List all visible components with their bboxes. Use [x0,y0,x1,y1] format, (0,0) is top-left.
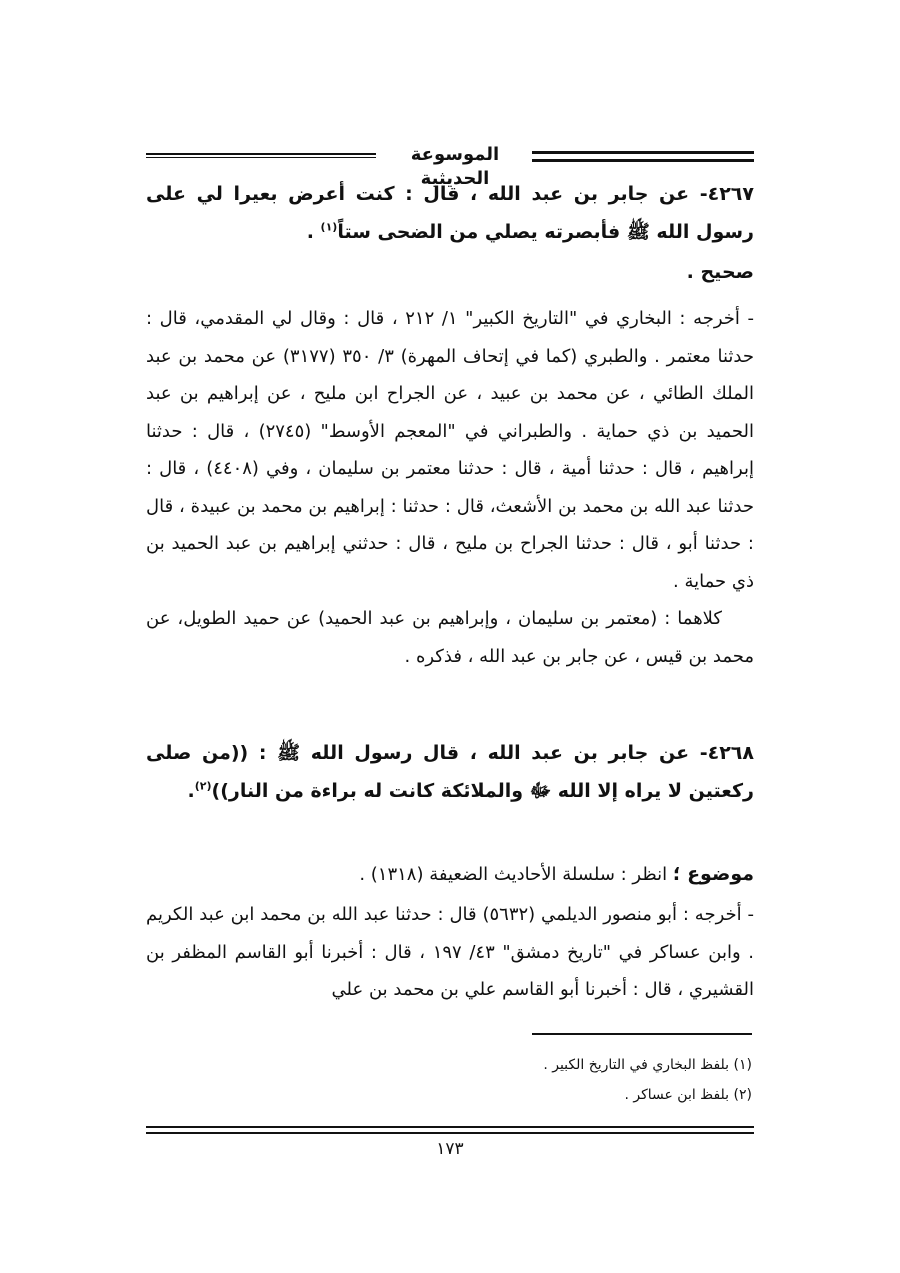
page-number: ١٧٣ [436,1139,464,1159]
footnote-separator [532,1033,752,1035]
hadith-4268-grade [146,856,754,894]
footnote-ref-2[interactable]: (٢) [194,779,212,793]
footnote-ref-1[interactable]: (١) [320,220,338,234]
running-header [146,143,754,189]
grade-text: انظر : سلسلة الأحاديث الضعيفة (١٣١٨) . [359,864,673,885]
hadith-4267-end: . [306,220,321,243]
footnote-2: (٢) بلفظ ابن عساكر . [624,1087,752,1103]
header-rule-right [532,151,754,162]
header-rule-left [146,153,376,158]
hadith-4268-end: . [187,779,195,802]
footnote-1: (١) بلفظ البخاري في التاريخ الكبير . [543,1057,752,1073]
hadith-4267-takhrij [146,300,754,675]
header-title: الموسوعة الحديثية [410,144,500,189]
hadith-4267-body: ٤٢٦٧- عن جابر بن عبد الله ، قال : كنت أعرض بعيرا لي على رسول الله ﷺ فأبصرته يصلي من الضحى ستاً [146,183,754,243]
footnotes [146,1050,752,1110]
hadith-4268-takhrij: - أخرجه : أبو منصور الديلمي (٥٦٣٢) قال : حدثنا عبد الله بن محمد ابن عبد الكريم . وابن عساكر في "تاريخ دمشق" ٤٣/ ١٩٧ ، قال : أخبرنا أبو القاسم المظفر بن القشيري ، قال : أخبرنا أبو القاسم علي بن محمد بن علي [146,904,754,1000]
hadith-4267-grade: صحيح . [686,261,754,283]
footer-rule [146,1126,754,1134]
hadith-4267-text [146,176,754,251]
takhrij-paragraph-2: كلاهما : (معتمر بن سليمان ، وإبراهيم بن عبد الحميد) عن حميد الطويل، عن محمد بن قيس ، عن جابر بن عبد الله ، فذكره . [146,608,754,667]
hadith-4268-text [146,735,754,810]
hadith-4268-body: ٤٢٦٨- عن جابر بن عبد الله ، قال رسول الله ﷺ : ((من صلى ركعتين لا يراه إلا الله ﷻ والملائكة كانت له براءة من النار)) [146,742,754,802]
takhrij-paragraph-1: - أخرجه : البخاري في "التاريخ الكبير" ١/ ٢١٢ ، قال : وقال لي المقدمي، قال : حدثنا معتمر . والطبري (كما في إتحاف المهرة) ٣/ ٣٥٠ (٣١٧٧) عن محمد بن عبد الملك الطائي ، عن محمد بن عبيد ، عن الجراح ابن مليح ، عن إبراهيم بن عبد الحميد بن ذي حماية . والطبراني في "المعجم الأوسط" (٢٧٤٥) ، قال : حدثنا إبراهيم ، قال : حدثنا أمية ، قال : حدثنا معتمر بن سليمان ، وفي (٤٤٠٨) ، قال : حدثنا عبد الله بن محمد بن الأشعث، قال : حدثنا : إبراهيم بن محمد بن عبيدة ، قال : حدثنا أبو ، قال : حدثنا الجراح بن مليح ، قال : حدثني إبراهيم بن عبد الحميد بن ذي حماية . [146,308,755,592]
grade-label: موضوع ؛ [672,863,754,885]
